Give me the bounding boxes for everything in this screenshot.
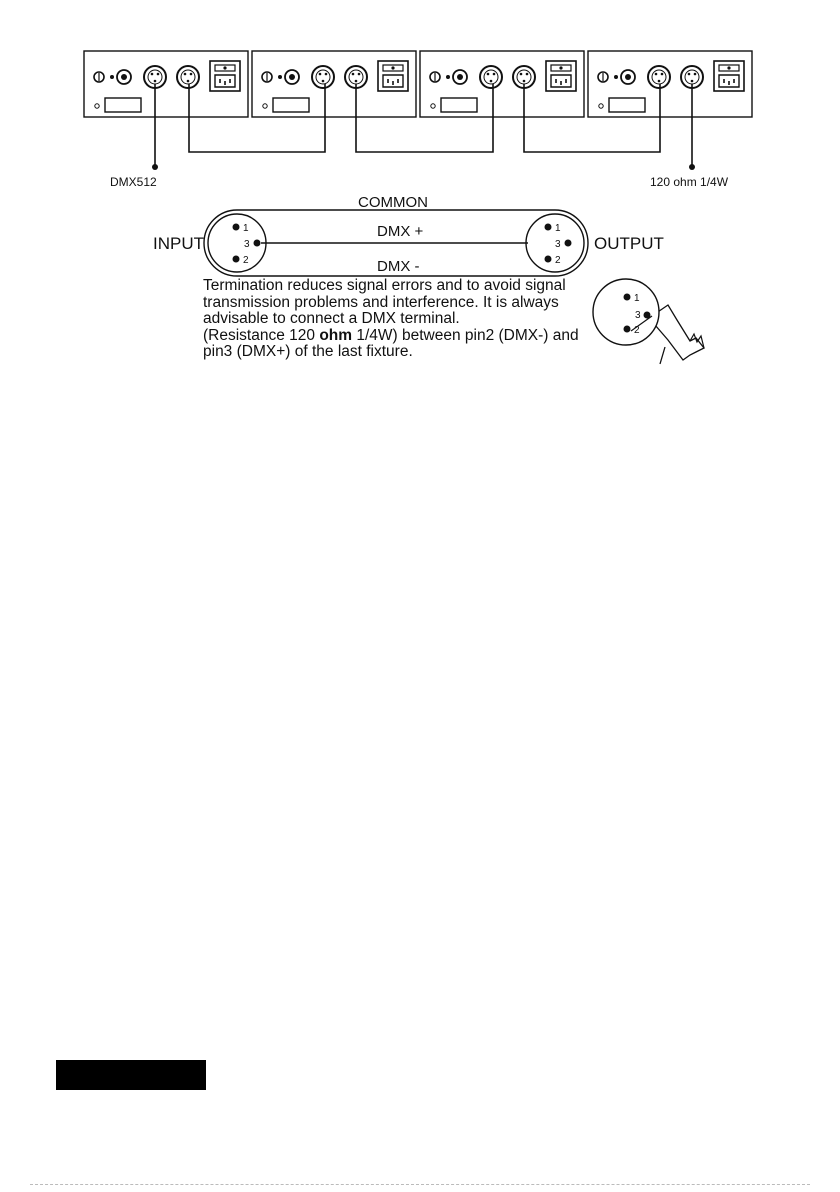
- note-line-4: [203, 328, 603, 345]
- input-pin-3: [254, 240, 261, 247]
- input-pin-3-label: 3: [244, 239, 250, 250]
- note-line-4-start: (Resistance 120: [203, 326, 320, 344]
- note-line-3: advisable to connect a DMX terminal.: [203, 310, 460, 328]
- adjust-knob-icon: [614, 75, 618, 79]
- display-window: [609, 98, 645, 112]
- input-pin-2-label: 2: [243, 255, 249, 266]
- dmx-input-dot: [152, 164, 158, 170]
- output-pin-2: [545, 256, 552, 263]
- terminator-plug-illustration: [593, 279, 704, 364]
- display-window: [273, 98, 309, 112]
- terminator-pin-2-label: 2: [634, 325, 640, 336]
- note-line-4-bold: ohm: [319, 326, 353, 344]
- dmx-minus-label: DMX -: [377, 258, 420, 275]
- display-window: [441, 98, 477, 112]
- output-pin-3: [565, 240, 572, 247]
- terminator-pin-2: [624, 326, 631, 333]
- fixture-back-panel: [84, 51, 248, 117]
- input-pin-1-label: 1: [243, 223, 249, 234]
- output-pin-3-label: 3: [555, 239, 561, 250]
- fixture-chain: [84, 51, 752, 117]
- display-window: [105, 98, 141, 112]
- input-pin-1: [233, 224, 240, 231]
- note-line-4-end: 1/4W) between pin2 (DMX-) and: [352, 326, 579, 344]
- adjust-knob-icon: [278, 75, 282, 79]
- input-label: INPUT: [153, 234, 204, 253]
- input-pin-2: [233, 256, 240, 263]
- output-label: OUTPUT: [594, 234, 664, 253]
- fixture-back-panel: [252, 51, 416, 117]
- common-label: COMMON: [358, 194, 428, 211]
- output-pin-2-label: 2: [555, 255, 561, 266]
- section-heading-bar: [56, 1060, 206, 1090]
- dmx512-label: DMX512: [110, 175, 157, 189]
- terminator-label: 120 ohm 1/4W: [650, 175, 729, 189]
- status-led-icon: [431, 104, 435, 108]
- fixture-back-panel: [420, 51, 584, 117]
- status-led-icon: [263, 104, 267, 108]
- note-line-1: Termination reduces signal errors and to avoid signal: [203, 277, 566, 294]
- adjust-knob-icon: [446, 75, 450, 79]
- dmx-plus-label: DMX +: [377, 223, 424, 240]
- termination-note: [203, 278, 603, 361]
- output-pin-1: [545, 224, 552, 231]
- adjust-knob-icon: [110, 75, 114, 79]
- status-led-icon: [95, 104, 99, 108]
- terminator-pin-3-label: 3: [635, 310, 641, 321]
- note-line-5: pin3 (DMX+) of the last fixture.: [203, 343, 413, 361]
- xlr-cable-schematic: [153, 194, 664, 276]
- terminator-dot: [689, 164, 695, 170]
- note-line-2: transmission problems and interference. It is always: [203, 293, 559, 311]
- terminator-pin-1-label: 1: [634, 293, 640, 304]
- status-led-icon: [599, 104, 603, 108]
- output-pin-1-label: 1: [555, 223, 561, 234]
- terminator-pin-1: [624, 294, 631, 301]
- fixture-back-panel: [588, 51, 752, 117]
- page-bottom-rule: [30, 1184, 810, 1185]
